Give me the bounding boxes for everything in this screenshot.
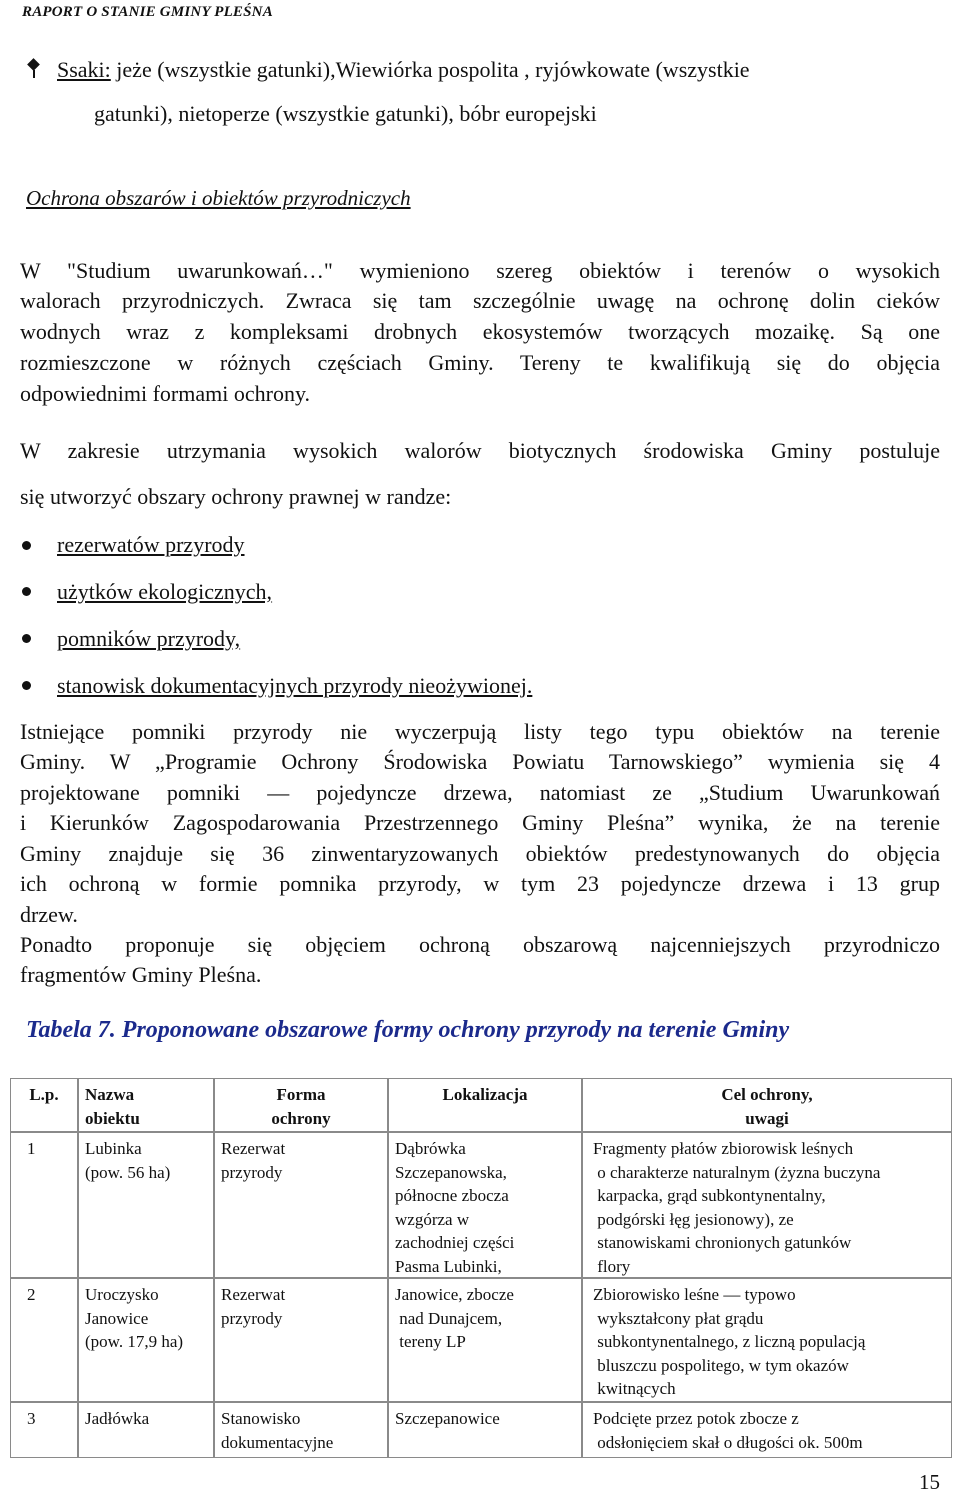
table-header-cell: Lokalizacja [388,1078,582,1132]
table-header-cell: Nazwa obiektu [78,1078,214,1132]
mammals-line-2: gatunki), nietoperze (wszystkie gatunki), bóbr europejski [94,101,597,126]
running-header: RAPORT O STANIE GMINY PLEŚNA [22,4,273,20]
mammals-label: Ssaki: [57,57,111,82]
table-header-cell: Cel ochrony, uwagi [582,1078,952,1132]
protection-table [10,1078,954,1460]
list-item: stanowisk dokumentacyjnych przyrody nieożywionej. [57,673,533,698]
para4-line: Ponadto proponuje się objęciem ochroną obszarową najcenniejszych przyrodniczo [20,932,940,957]
table-cell: Jadłówka [78,1402,214,1458]
para1-line: rozmieszczone w różnych częściach Gminy. Tereny te kwalifikują się do objęcia [20,350,940,375]
para4-line: fragmentów Gminy Pleśna. [20,962,262,987]
para1-line: walorach przyrodniczych. Zwraca się tam szczególnie uwagę na ochronę dolin cieków [20,288,940,313]
table-cell: Zbiorowisko leśne — typowo wykształcony płat grądu subkontynentalnego, z liczną populacją bluszczu pospolitego, w tym okazów kwitnących [582,1278,952,1402]
para3-line: i Kierunków Zagospodarowania Przestrzennego Gminy Pleśna” wynika, że na terenie [20,810,940,835]
para3-line: Gminy. W „Programie Ochrony Środowiska Powiatu Tarnowskiego” wymienia się 4 [20,749,940,774]
table-cell: Stanowisko dokumentacyjne [214,1402,388,1458]
table-caption: Tabela 7. Proponowane obszarowe formy ochrony przyrody na terenie Gminy [26,1017,790,1043]
list-item: użytków ekologicznych, [57,579,273,604]
table-cell: 2 [10,1278,78,1402]
bullet-dot-icon [22,634,31,643]
para2-line: W zakresie utrzymania wysokich walorów biotycznych środowiska Gminy postuluje [20,438,940,463]
table-header-cell: Forma ochrony [214,1078,388,1132]
table-cell: Rezerwat przyrody [214,1278,388,1402]
table-cell: Rezerwat przyrody [214,1132,388,1278]
diamond-bullet-icon [27,58,41,78]
bullet-dot-icon [22,681,31,690]
list-item: pomników przyrody, [57,626,241,651]
para3-line: drzew. [20,902,78,927]
table-header-cell: L.p. [10,1078,78,1132]
para3-line: projektowane pomniki — pojedyncze drzewa, natomiast ze „Studium Uwarunkowań [20,780,940,805]
para1-line: W "Studium uwarunkowań…" wymieniono szereg obiektów i terenów o wysokich [20,258,940,283]
page-number: 15 [919,1470,940,1494]
table-cell: Uroczysko Janowice (pow. 17,9 ha) [78,1278,214,1402]
mammals-line-1: Ssaki: jeże (wszystkie gatunki),Wiewiórka pospolita , ryjówkowate (wszystkie [57,57,750,82]
table-cell: 3 [10,1402,78,1458]
section-title: Ochrona obszarów i obiektów przyrodniczych [26,186,411,210]
list-item: rezerwatów przyrody [57,532,245,557]
table-cell: 1 [10,1132,78,1278]
table-cell: Szczepanowice [388,1402,582,1458]
para2-line: się utworzyć obszary ochrony prawnej w randze: [20,484,452,509]
para1-line: odpowiednimi formami ochrony. [20,381,311,406]
para3-line: Gminy znajduje się 36 zinwentaryzowanych obiektów predestynowanych do objęcia [20,841,940,866]
para3-line: ich ochroną w formie pomnika przyrody, w tym 23 pojedyncze drzewa i 13 grup [20,871,940,896]
table-cell: Podcięte przez potok zbocze z odsłonięciem skał o długości ok. 500m [582,1402,952,1458]
para1-line: wodnych wraz z kompleksami drobnych ekosystemów tworzących mozaikę. Są one [20,319,940,344]
para3-line: Istniejące pomniki przyrody nie wyczerpują listy tego typu obiektów na terenie [20,719,940,744]
table-cell: Dąbrówka Szczepanowska, północne zbocza wzgórza w zachodniej części Pasma Lubinki, [388,1132,582,1278]
table-cell: Fragmenty płatów zbiorowisk leśnych o charakterze naturalnym (żyzna buczyna karpacka, grąd subkontynentalny, podgórski łęg jesionowy), ze stanowiskami chronionych gatunków flory [582,1132,952,1278]
bullet-dot-icon [22,587,31,596]
bullet-dot-icon [22,541,31,550]
table-cell: Janowice, zbocze nad Dunajcem, tereny LP [388,1278,582,1402]
table-cell: Lubinka (pow. 56 ha) [78,1132,214,1278]
